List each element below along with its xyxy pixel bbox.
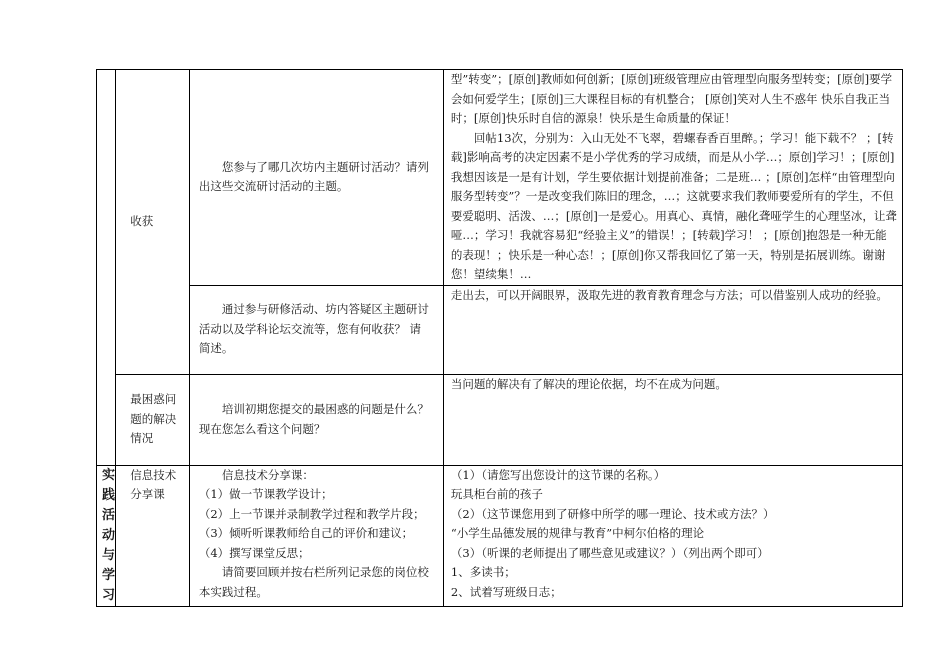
- harvest-answer-1-p2: 回帖13次，分别为：入山无处不飞翠，碧螺春香百里醉。；学习！能下载不？ ；[转载]影响高考的决定因素不是小学优秀的学习成绩，而是从小学…；原创]学习！；[原创]我想因该是一是有计划，学生要依据计划提前准备；二是班… ；[原创]怎样“由管理型向服务型转变”？一是改变我们陈旧的理念，…；这就要求我们教师要爱所有的学生，不但要爱聪明、活泼、…；[原创]一是爱心。用真心、真情，融化聋哑学生的心理坚冰，让聋哑…；学习！我就容易犯“经验主义”的错误！；[转载]学习！ ；[原创]抱怨是一种无能的表现！；快乐是一种心态！；[原创]你又帮我回忆了第一天，特别是拓展训练。谢谢您！望续集！…: [450, 130, 897, 281]
- practice-q-line-0: 信息技术分享课：: [221, 467, 314, 482]
- confusion-question: [189, 374, 443, 465]
- practice-a-line-3: “小学生品德发展的规律与教育”中柯尔伯格的理论: [450, 526, 705, 540]
- practice-q-line-4: （4）撰写课堂反思；: [198, 545, 310, 560]
- harvest-question-2: [189, 285, 443, 374]
- harvest-answer-2: 走出去，可以开阔眼界，汲取先进的教育教育理念与方法；可以借鉴别人成功的经验。: [443, 285, 902, 374]
- harvest-answer-1-p1: 型”转变”；[原创]教师如何创新；[原创]班级管理应由管理型向服务型转变；[原创]要学会如何爱学生；[原创]三大课程目标的有机整合； [原创]笑对人生不惑年 快乐自我正当时；[原创]快乐时自信的源泉！快乐是生命质量的保证！: [450, 72, 893, 125]
- confusion-question-text: 培训初期您提交的最困惑的问题是什么？现在您怎么看这个问题？: [198, 402, 429, 436]
- practice-section-label: [97, 465, 116, 606]
- practice-label: 信息技术分享课: [116, 465, 190, 606]
- harvest-question-2-text: 通过参与研修活动、坊内答疑区主题研讨活动以及学科论坛交流等，您有何收获？ 请简述。: [198, 302, 429, 356]
- practice-q-line-2: （2）上一节课并录制教学过程和教学片段；: [198, 506, 425, 521]
- confusion-row: [97, 374, 903, 465]
- practice-row: [97, 465, 903, 606]
- practice-a-line-4: （3）（听课的老师提出了哪些意见或建议？）（列出两个即可）: [450, 545, 769, 560]
- harvest-question-1-text: 您参与了哪几次坊内主题研讨活动？请列出这些交流研讨活动的主题。: [198, 159, 429, 194]
- harvest-question-1: [189, 70, 443, 286]
- harvest-label: 收获: [116, 70, 190, 375]
- practice-answer: [443, 465, 902, 606]
- practice-section-text: 实践活动与学习: [102, 467, 116, 603]
- record-table: [96, 69, 903, 607]
- practice-a-line-6: 2、试着写班级日志；: [450, 584, 562, 599]
- practice-a-line-2: （2）（这节课您用到了研修中所学的哪一理论、技术或方法？）: [450, 506, 775, 521]
- practice-a-line-1: 玩具柜台前的孩子: [450, 487, 543, 501]
- harvest-row-1: [97, 70, 903, 286]
- practice-question: [189, 465, 443, 606]
- practice-q-line-5: 请简要回顾并按右栏所列记录您的岗位校本实践过程。: [198, 565, 429, 599]
- practice-q-line-3: （3）倾听听课教师给自己的评价和建议；: [198, 526, 414, 540]
- practice-a-line-5: 1、多读书；: [450, 565, 516, 579]
- harvest-row-2: [97, 285, 903, 374]
- section-cell-empty: [97, 70, 116, 466]
- confusion-answer: 当问题的解决有了解决的理论依据，均不在成为问题。: [443, 374, 902, 465]
- harvest-answer-1: [443, 70, 902, 286]
- practice-q-line-1: （1）做一节课教学设计；: [198, 487, 333, 501]
- confusion-label: 最困惑问题的解决情况: [116, 374, 190, 465]
- practice-a-line-0: （1）（请您写出您设计的这节课的名称。）: [450, 467, 666, 482]
